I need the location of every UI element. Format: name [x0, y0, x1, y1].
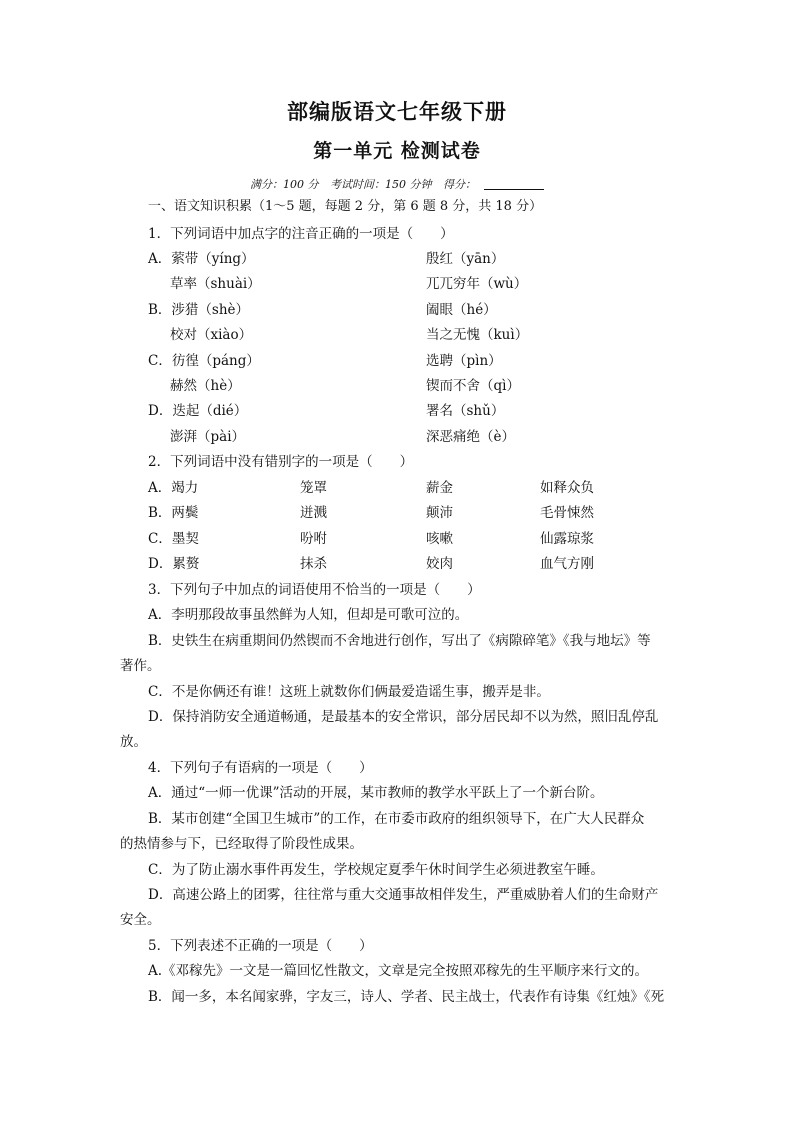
- q4-option-d-line1: D．高速公路上的团雾，往往常与重大交通事故相伴发生，严重威胁着人们的生命财产: [148, 887, 659, 903]
- score-blank: [484, 179, 544, 190]
- q2-d-1: D．累赘: [148, 556, 200, 572]
- q4-option-b-line2: 的热情参与下，已经取得了阶段性成果。: [120, 836, 363, 852]
- q2-d-4: 血气方刚: [540, 556, 594, 572]
- q1-option-a3: 草率（shuài）: [170, 276, 261, 292]
- q2-a-3: 薪金: [426, 480, 453, 496]
- exam-time: 考试时间：150 分钟: [330, 178, 432, 191]
- q3-option-d-line1: D．保持消防安全通道畅通，是最基本的安全常识，部分居民却不以为然，照旧乱停乱: [148, 709, 659, 725]
- q1-option-d2: 署名（shǔ）: [426, 403, 505, 419]
- q3-option-a: A．李明那段故事虽然鲜为人知，但却是可歌可泣的。: [148, 607, 469, 623]
- q2-c-4: 仙露琼浆: [540, 531, 594, 547]
- q1-option-a1: A．萦带（yíng）: [148, 251, 255, 267]
- q1-option-a4: 兀兀穷年（wù）: [426, 276, 528, 292]
- q4-stem: 4．下列句子有语病的一项是（ ）: [148, 760, 373, 776]
- q1-option-c1: C．彷徨（páng）: [148, 353, 260, 369]
- q4-option-c: C．为了防止溺水事件再发生，学校规定夏季午休时间学生必须进教室午睡。: [148, 862, 604, 878]
- q4-option-a: A．通过“一师一优课”活动的开展，某市教师的教学水平跃上了一个新台阶。: [148, 785, 604, 801]
- q2-a-1: A．竭力: [148, 480, 199, 496]
- q2-d-3: 姣肉: [426, 556, 453, 572]
- q2-b-4: 毛骨悚然: [540, 505, 594, 521]
- full-score: 满分：100 分: [250, 178, 319, 191]
- q1-option-c2: 选聘（pìn）: [426, 353, 502, 369]
- q1-option-d3: 澎湃（pài）: [170, 429, 246, 445]
- q1-option-b1: B．涉猎（shè）: [148, 302, 250, 318]
- q1-option-c4: 锲而不舍（qì）: [426, 378, 520, 394]
- q2-a-4: 如释众负: [540, 480, 594, 496]
- q3-option-c: C．不是你俩还有谁！这班上就数你们俩最爱造谣生事，搬弄是非。: [148, 684, 550, 700]
- score-label: 得分：: [443, 178, 476, 191]
- q4-option-b-line1: B．某市创建“全国卫生城市”的工作，在市委市政府的组织领导下，在广大人民群众: [148, 811, 645, 827]
- q2-d-2: 抹杀: [300, 556, 327, 572]
- q1-option-b2: 阖眼（hé）: [426, 302, 497, 318]
- q3-option-d-line2: 放。: [120, 734, 147, 750]
- q2-a-2: 笼罩: [300, 480, 327, 496]
- q2-c-1: C．墨契: [148, 531, 199, 547]
- q1-option-b3: 校对（xiào）: [170, 327, 253, 343]
- section-heading: 一、语文知识积累（1～5 题，每题 2 分，第 6 题 8 分，共 18 分）: [148, 199, 543, 214]
- q1-option-a2: 殷红（yān）: [426, 251, 505, 267]
- q3-option-b-line1: B．史铁生在病重期间仍然锲而不舍地进行创作，写出了《病隙碎笔》《我与地坛》等: [148, 633, 651, 649]
- q5-stem: 5．下列表述不正确的一项是（ ）: [148, 938, 373, 954]
- q1-stem: 1．下列词语中加点字的注音正确的一项是（ ）: [148, 226, 454, 242]
- q1-option-c3: 赫然（hè）: [170, 378, 241, 394]
- q1-option-b4: 当之无愧（kuì）: [426, 327, 529, 343]
- q2-c-3: 咳嗽: [426, 531, 453, 547]
- q2-b-3: 颠沛: [426, 505, 453, 521]
- page-subtitle: 第一单元 检测试卷: [313, 140, 481, 162]
- q1-option-d1: D．迭起（dié）: [148, 403, 248, 419]
- q2-stem: 2．下列词语中没有错别字的一项是（ ）: [148, 454, 414, 470]
- q5-option-b-line1: B．闻一多，本名闻家骅，字友三，诗人、学者、民主战士，代表作有诗集《红烛》《死: [148, 989, 665, 1005]
- q1-option-d4: 深恶痛绝（è）: [426, 429, 515, 445]
- q2-c-2: 吩咐: [300, 531, 327, 547]
- q2-b-1: B．两鬓: [148, 505, 199, 521]
- score-line: [0, 176, 794, 192]
- q5-option-a: A.《邓稼先》一文是一篇回忆性散文，文章是完全按照邓稼先的生平顺序来行文的。: [148, 963, 649, 979]
- q4-option-d-line2: 安全。: [120, 912, 161, 928]
- q3-stem: 3．下列句子中加点的词语使用不恰当的一项是（ ）: [148, 582, 481, 598]
- page-title: 部编版语文七年级下册: [287, 99, 507, 124]
- q2-b-2: 迸溅: [300, 505, 327, 521]
- q3-option-b-line2: 著作。: [120, 658, 161, 674]
